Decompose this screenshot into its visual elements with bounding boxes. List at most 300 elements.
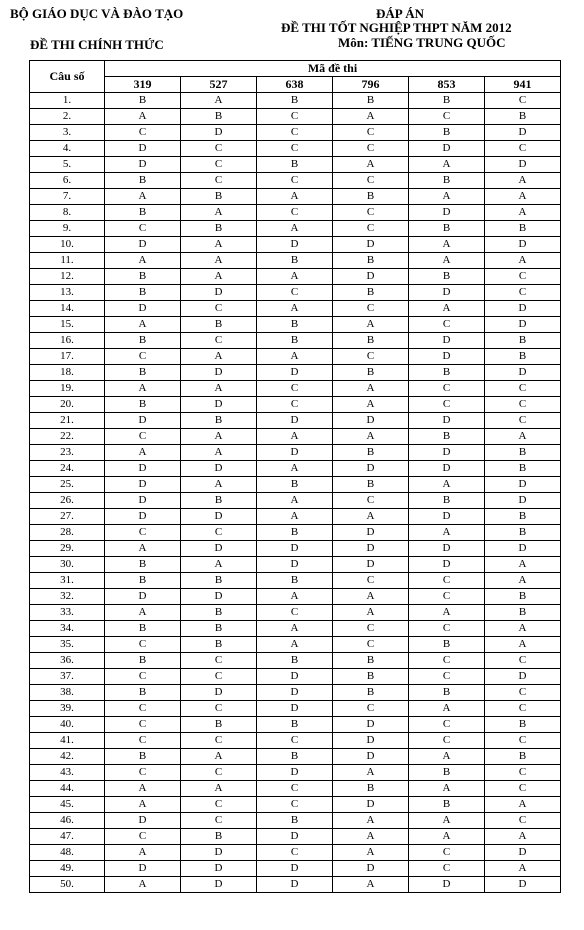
question-number: 10. bbox=[30, 237, 105, 253]
answer-cell: A bbox=[485, 861, 561, 877]
answer-cell: A bbox=[257, 493, 333, 509]
question-number: 44. bbox=[30, 781, 105, 797]
answer-cell: A bbox=[257, 621, 333, 637]
answer-cell: D bbox=[409, 349, 485, 365]
answer-cell: C bbox=[257, 285, 333, 301]
question-number: 12. bbox=[30, 269, 105, 285]
exam-code-header: 527 bbox=[181, 77, 257, 93]
answer-cell: D bbox=[257, 829, 333, 845]
answer-cell: A bbox=[257, 349, 333, 365]
answer-body bbox=[30, 93, 561, 893]
answer-cell: B bbox=[105, 397, 181, 413]
answer-cell: A bbox=[409, 477, 485, 493]
question-number: 38. bbox=[30, 685, 105, 701]
answer-cell: B bbox=[333, 93, 409, 109]
exam-title: ĐỀ THI TỐT NGHIỆP THPT NĂM 2012 bbox=[281, 20, 512, 35]
answer-cell: A bbox=[409, 237, 485, 253]
answer-cell: C bbox=[257, 605, 333, 621]
answer-cell: B bbox=[333, 653, 409, 669]
answer-cell: D bbox=[257, 557, 333, 573]
answer-cell: C bbox=[333, 573, 409, 589]
answer-cell: A bbox=[257, 301, 333, 317]
table-row bbox=[30, 365, 561, 381]
answer-cell: D bbox=[105, 493, 181, 509]
answer-cell: A bbox=[333, 813, 409, 829]
answer-cell: B bbox=[257, 717, 333, 733]
answer-cell: C bbox=[333, 301, 409, 317]
answer-cell: B bbox=[333, 477, 409, 493]
table-row bbox=[30, 237, 561, 253]
table-row bbox=[30, 141, 561, 157]
table-row bbox=[30, 333, 561, 349]
table-row bbox=[30, 557, 561, 573]
answer-cell: A bbox=[181, 269, 257, 285]
answer-cell: B bbox=[485, 349, 561, 365]
answer-cell: B bbox=[181, 717, 257, 733]
table-row bbox=[30, 701, 561, 717]
answer-cell: C bbox=[409, 621, 485, 637]
answer-cell: D bbox=[181, 877, 257, 893]
answer-cell: B bbox=[409, 125, 485, 141]
answer-cell: A bbox=[485, 829, 561, 845]
answer-cell: C bbox=[409, 317, 485, 333]
answer-cell: A bbox=[333, 109, 409, 125]
exam-code-header: 638 bbox=[257, 77, 333, 93]
answer-cell: D bbox=[181, 509, 257, 525]
answer-cell: A bbox=[333, 509, 409, 525]
answer-cell: D bbox=[105, 509, 181, 525]
table-row bbox=[30, 493, 561, 509]
answer-cell: B bbox=[333, 669, 409, 685]
answer-cell: A bbox=[181, 205, 257, 221]
answer-cell: D bbox=[257, 861, 333, 877]
question-number: 49. bbox=[30, 861, 105, 877]
answer-cell: A bbox=[105, 445, 181, 461]
answer-cell: C bbox=[181, 525, 257, 541]
answer-cell: D bbox=[181, 397, 257, 413]
answer-cell: B bbox=[181, 573, 257, 589]
question-number: 30. bbox=[30, 557, 105, 573]
answer-cell: D bbox=[485, 845, 561, 861]
answer-cell: D bbox=[409, 877, 485, 893]
question-number: 16. bbox=[30, 333, 105, 349]
answer-cell: A bbox=[333, 397, 409, 413]
answer-cell: D bbox=[409, 445, 485, 461]
table-row bbox=[30, 525, 561, 541]
answer-cell: A bbox=[181, 93, 257, 109]
answer-cell: C bbox=[485, 765, 561, 781]
question-number: 8. bbox=[30, 205, 105, 221]
answer-cell: C bbox=[333, 701, 409, 717]
answer-cell: D bbox=[333, 797, 409, 813]
answer-cell: A bbox=[409, 189, 485, 205]
answer-cell: B bbox=[409, 365, 485, 381]
answer-cell: C bbox=[409, 381, 485, 397]
table-row bbox=[30, 317, 561, 333]
answer-cell: A bbox=[409, 253, 485, 269]
question-number: 23. bbox=[30, 445, 105, 461]
answer-cell: C bbox=[105, 669, 181, 685]
question-number: 18. bbox=[30, 365, 105, 381]
answer-cell: B bbox=[257, 333, 333, 349]
answer-cell: D bbox=[333, 557, 409, 573]
answer-cell: D bbox=[485, 365, 561, 381]
answer-cell: D bbox=[105, 461, 181, 477]
answer-cell: A bbox=[181, 557, 257, 573]
answer-cell: B bbox=[181, 413, 257, 429]
answer-cell: D bbox=[409, 461, 485, 477]
answer-cell: D bbox=[257, 701, 333, 717]
answer-cell: A bbox=[105, 317, 181, 333]
answer-cell: A bbox=[485, 621, 561, 637]
answer-cell: C bbox=[409, 573, 485, 589]
table-row bbox=[30, 461, 561, 477]
table-row bbox=[30, 653, 561, 669]
answer-key-title: ĐÁP ÁN bbox=[376, 6, 425, 21]
answer-cell: B bbox=[409, 429, 485, 445]
answer-cell: D bbox=[333, 861, 409, 877]
answer-cell: C bbox=[105, 701, 181, 717]
answer-cell: D bbox=[409, 141, 485, 157]
exam-code-header: 319 bbox=[105, 77, 181, 93]
answer-cell: C bbox=[333, 125, 409, 141]
answer-cell: A bbox=[257, 429, 333, 445]
answer-cell: C bbox=[181, 333, 257, 349]
question-number: 21. bbox=[30, 413, 105, 429]
answer-cell: D bbox=[257, 877, 333, 893]
answer-cell: B bbox=[257, 477, 333, 493]
answer-cell: B bbox=[257, 525, 333, 541]
answer-cell: B bbox=[105, 93, 181, 109]
question-number: 46. bbox=[30, 813, 105, 829]
ministry-title: BỘ GIÁO DỤC VÀ ĐÀO TẠO bbox=[10, 6, 184, 21]
answer-cell: B bbox=[257, 93, 333, 109]
answer-cell: A bbox=[485, 429, 561, 445]
question-number: 25. bbox=[30, 477, 105, 493]
answer-cell: D bbox=[181, 861, 257, 877]
table-row bbox=[30, 413, 561, 429]
answer-cell: B bbox=[485, 461, 561, 477]
question-number: 34. bbox=[30, 621, 105, 637]
answer-cell: C bbox=[485, 93, 561, 109]
answer-cell: B bbox=[333, 189, 409, 205]
answer-cell: C bbox=[485, 781, 561, 797]
answer-cell: A bbox=[181, 749, 257, 765]
answer-cell: A bbox=[257, 221, 333, 237]
answer-cell: C bbox=[485, 381, 561, 397]
question-number: 28. bbox=[30, 525, 105, 541]
answer-cell: C bbox=[257, 397, 333, 413]
question-number: 47. bbox=[30, 829, 105, 845]
question-number: 13. bbox=[30, 285, 105, 301]
answer-cell: A bbox=[181, 429, 257, 445]
answer-cell: B bbox=[181, 829, 257, 845]
answer-cell: D bbox=[257, 669, 333, 685]
table-row bbox=[30, 509, 561, 525]
table-row bbox=[30, 381, 561, 397]
question-number: 11. bbox=[30, 253, 105, 269]
answer-cell: A bbox=[181, 349, 257, 365]
answer-cell: D bbox=[181, 589, 257, 605]
answer-cell: B bbox=[257, 749, 333, 765]
question-number: 5. bbox=[30, 157, 105, 173]
question-number: 24. bbox=[30, 461, 105, 477]
question-number: 27. bbox=[30, 509, 105, 525]
answer-cell: A bbox=[485, 189, 561, 205]
answer-cell: B bbox=[105, 653, 181, 669]
answer-cell: B bbox=[485, 717, 561, 733]
answer-cell: C bbox=[181, 797, 257, 813]
answer-cell: B bbox=[181, 621, 257, 637]
answer-cell: B bbox=[485, 333, 561, 349]
answer-cell: C bbox=[485, 285, 561, 301]
answer-cell: A bbox=[333, 381, 409, 397]
answer-cell: D bbox=[409, 541, 485, 557]
table-row bbox=[30, 125, 561, 141]
answer-cell: D bbox=[409, 205, 485, 221]
exam-code-header: 853 bbox=[409, 77, 485, 93]
answer-cell: A bbox=[105, 541, 181, 557]
answer-cell: D bbox=[257, 541, 333, 557]
answer-cell: C bbox=[105, 765, 181, 781]
answer-cell: D bbox=[181, 845, 257, 861]
answer-cell: B bbox=[333, 445, 409, 461]
answer-cell: C bbox=[181, 653, 257, 669]
answer-cell: D bbox=[485, 541, 561, 557]
answer-cell: A bbox=[257, 461, 333, 477]
answer-cell: B bbox=[409, 765, 485, 781]
table-row bbox=[30, 781, 561, 797]
answer-cell: C bbox=[333, 493, 409, 509]
answer-cell: B bbox=[485, 221, 561, 237]
answer-cell: D bbox=[333, 541, 409, 557]
question-number: 17. bbox=[30, 349, 105, 365]
table-row bbox=[30, 397, 561, 413]
answer-cell: A bbox=[333, 317, 409, 333]
answer-cell: C bbox=[105, 525, 181, 541]
exam-code-row bbox=[30, 77, 561, 93]
answer-cell: C bbox=[257, 205, 333, 221]
answer-cell: A bbox=[485, 253, 561, 269]
answer-cell: B bbox=[105, 685, 181, 701]
answer-cell: A bbox=[181, 445, 257, 461]
table-row bbox=[30, 109, 561, 125]
question-number: 29. bbox=[30, 541, 105, 557]
answer-cell: A bbox=[409, 525, 485, 541]
answer-cell: D bbox=[105, 301, 181, 317]
answer-cell: D bbox=[257, 445, 333, 461]
question-number: 9. bbox=[30, 221, 105, 237]
answer-cell: C bbox=[333, 637, 409, 653]
answer-table bbox=[29, 60, 561, 893]
answer-cell: B bbox=[409, 93, 485, 109]
answer-cell: C bbox=[181, 813, 257, 829]
answer-cell: D bbox=[485, 317, 561, 333]
answer-cell: D bbox=[409, 333, 485, 349]
table-row bbox=[30, 589, 561, 605]
answer-cell: C bbox=[257, 797, 333, 813]
answer-cell: C bbox=[485, 701, 561, 717]
answer-cell: C bbox=[257, 173, 333, 189]
column-header-exam-code: Mã đề thi bbox=[105, 61, 561, 77]
answer-cell: D bbox=[485, 237, 561, 253]
answer-cell: C bbox=[409, 589, 485, 605]
answer-cell: A bbox=[181, 477, 257, 493]
answer-cell: B bbox=[105, 285, 181, 301]
answer-cell: B bbox=[257, 253, 333, 269]
question-number: 4. bbox=[30, 141, 105, 157]
answer-cell: B bbox=[333, 685, 409, 701]
answer-cell: D bbox=[333, 525, 409, 541]
question-number: 3. bbox=[30, 125, 105, 141]
table-row bbox=[30, 621, 561, 637]
answer-cell: C bbox=[257, 381, 333, 397]
table-row bbox=[30, 845, 561, 861]
table-row bbox=[30, 669, 561, 685]
answer-cell: C bbox=[409, 845, 485, 861]
answer-cell: B bbox=[105, 205, 181, 221]
question-number: 39. bbox=[30, 701, 105, 717]
answer-cell: D bbox=[409, 285, 485, 301]
answer-cell: B bbox=[105, 365, 181, 381]
question-number: 14. bbox=[30, 301, 105, 317]
table-row bbox=[30, 685, 561, 701]
table-row bbox=[30, 269, 561, 285]
answer-cell: A bbox=[333, 429, 409, 445]
answer-cell: C bbox=[257, 141, 333, 157]
answer-cell: C bbox=[333, 141, 409, 157]
table-row bbox=[30, 765, 561, 781]
answer-cell: C bbox=[333, 205, 409, 221]
subject-title: Môn: TIẾNG TRUNG QUỐC bbox=[338, 35, 506, 50]
answer-cell: D bbox=[257, 685, 333, 701]
answer-cell: B bbox=[409, 637, 485, 653]
table-row bbox=[30, 173, 561, 189]
answer-cell: B bbox=[333, 365, 409, 381]
answer-cell: B bbox=[181, 317, 257, 333]
answer-cell: A bbox=[105, 381, 181, 397]
table-row bbox=[30, 157, 561, 173]
answer-cell: A bbox=[105, 845, 181, 861]
answer-cell: A bbox=[257, 189, 333, 205]
answer-cell: D bbox=[181, 461, 257, 477]
answer-cell: A bbox=[409, 813, 485, 829]
answer-cell: A bbox=[105, 605, 181, 621]
question-number: 50. bbox=[30, 877, 105, 893]
question-number: 33. bbox=[30, 605, 105, 621]
answer-cell: A bbox=[181, 381, 257, 397]
answer-cell: C bbox=[485, 813, 561, 829]
answer-cell: C bbox=[409, 109, 485, 125]
answer-cell: A bbox=[181, 237, 257, 253]
table-row bbox=[30, 749, 561, 765]
answer-cell: C bbox=[105, 637, 181, 653]
answer-cell: A bbox=[409, 781, 485, 797]
answer-cell: A bbox=[409, 701, 485, 717]
answer-cell: C bbox=[485, 269, 561, 285]
answer-cell: D bbox=[333, 413, 409, 429]
answer-cell: A bbox=[105, 109, 181, 125]
answer-cell: C bbox=[105, 125, 181, 141]
answer-cell: D bbox=[409, 557, 485, 573]
table-row bbox=[30, 205, 561, 221]
answer-cell: D bbox=[105, 861, 181, 877]
column-header-question-number: Câu số bbox=[30, 61, 105, 93]
answer-cell: B bbox=[485, 525, 561, 541]
answer-cell: A bbox=[409, 829, 485, 845]
answer-cell: A bbox=[485, 205, 561, 221]
answer-cell: C bbox=[257, 733, 333, 749]
answer-cell: A bbox=[333, 877, 409, 893]
answer-cell: D bbox=[181, 685, 257, 701]
answer-cell: B bbox=[257, 813, 333, 829]
question-number: 31. bbox=[30, 573, 105, 589]
answer-cell: B bbox=[105, 749, 181, 765]
answer-cell: D bbox=[485, 157, 561, 173]
table-row bbox=[30, 285, 561, 301]
question-number: 35. bbox=[30, 637, 105, 653]
question-number: 1. bbox=[30, 93, 105, 109]
table-row bbox=[30, 717, 561, 733]
answer-cell: B bbox=[409, 797, 485, 813]
answer-cell: C bbox=[105, 717, 181, 733]
answer-cell: A bbox=[485, 637, 561, 653]
answer-cell: D bbox=[333, 749, 409, 765]
answer-cell: D bbox=[181, 365, 257, 381]
answer-cell: C bbox=[105, 221, 181, 237]
answer-cell: A bbox=[105, 877, 181, 893]
answer-cell: D bbox=[333, 733, 409, 749]
table-row bbox=[30, 829, 561, 845]
answer-cell: D bbox=[257, 765, 333, 781]
answer-cell: D bbox=[333, 237, 409, 253]
answer-cell: C bbox=[409, 653, 485, 669]
answer-cell: A bbox=[333, 157, 409, 173]
answer-cell: C bbox=[257, 125, 333, 141]
table-row bbox=[30, 797, 561, 813]
answer-cell: A bbox=[485, 573, 561, 589]
answer-cell: B bbox=[409, 221, 485, 237]
answer-cell: B bbox=[181, 605, 257, 621]
answer-cell: C bbox=[485, 413, 561, 429]
answer-cell: C bbox=[181, 141, 257, 157]
question-number: 19. bbox=[30, 381, 105, 397]
answer-cell: D bbox=[485, 877, 561, 893]
answer-cell: D bbox=[409, 509, 485, 525]
answer-cell: D bbox=[181, 285, 257, 301]
answer-cell: B bbox=[485, 445, 561, 461]
answer-cell: C bbox=[105, 829, 181, 845]
answer-cell: B bbox=[333, 285, 409, 301]
table-row bbox=[30, 429, 561, 445]
table-row bbox=[30, 477, 561, 493]
answer-cell: B bbox=[181, 221, 257, 237]
answer-cell: C bbox=[333, 173, 409, 189]
answer-cell: D bbox=[105, 141, 181, 157]
answer-cell: B bbox=[409, 173, 485, 189]
question-number: 43. bbox=[30, 765, 105, 781]
table-row bbox=[30, 541, 561, 557]
answer-cell: A bbox=[257, 637, 333, 653]
answer-cell: A bbox=[409, 157, 485, 173]
table-row bbox=[30, 189, 561, 205]
answer-cell: B bbox=[105, 621, 181, 637]
answer-cell: C bbox=[257, 845, 333, 861]
table-header-row bbox=[30, 61, 561, 77]
answer-cell: D bbox=[333, 269, 409, 285]
answer-cell: C bbox=[181, 669, 257, 685]
answer-cell: B bbox=[333, 253, 409, 269]
